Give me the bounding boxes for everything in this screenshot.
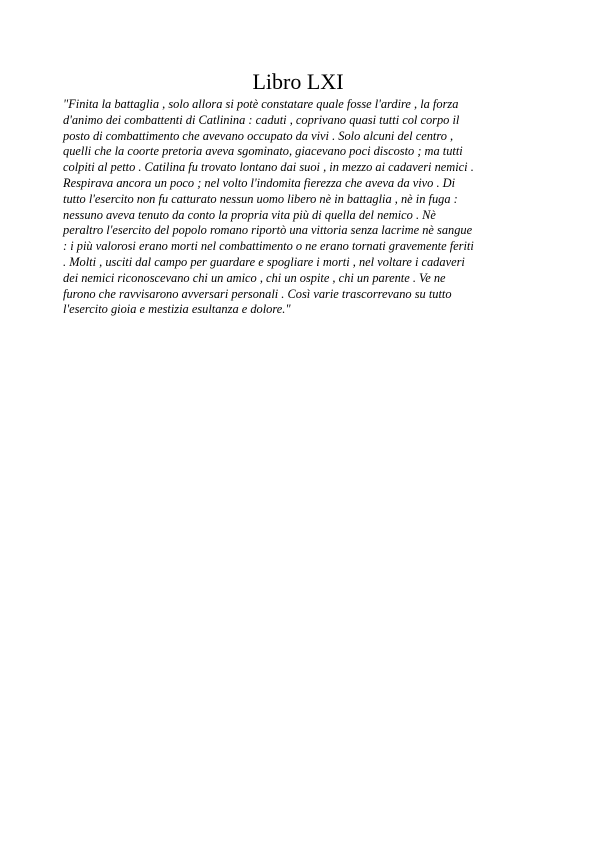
text-line: Respirava ancora un poco ; nel volto l'indomita fierezza che aveva da vivo . Di — [63, 175, 456, 190]
text-line: furono che ravvisarono avversari personali . Così varie trascorrevano su tutto — [63, 286, 452, 301]
text-line: "Finita la battaglia , solo allora si potè constatare quale fosse l'ardire , la forza — [63, 97, 459, 111]
text-line: . Molti , usciti dal campo per guardare e spogliare i morti , nel voltare i cadaveri — [63, 254, 465, 269]
text-line: tutto l'esercito non fu catturato nessun uomo libero nè in battaglia , nè in fuga : — [63, 191, 458, 206]
body-paragraph — [63, 97, 537, 318]
text-line: d'animo dei combattenti di Catlinina : caduti , coprivano quasi tutti col corpo il — [63, 112, 460, 127]
text-line: posto di combattimento che avevano occupato da vivi . Solo alcuni del centro , — [63, 128, 454, 143]
text-line: dei nemici riconoscevano chi un amico , chi un ospite , chi un parente . Ve ne — [63, 270, 446, 285]
page-title: Libro LXI — [252, 69, 344, 94]
text-line: colpiti al petto . Catilina fu trovato lontano dai suoi , in mezzo ai cadaveri nemici . — [63, 160, 474, 175]
text-line: l'esercito gioia e mestizia esultanza e dolore." — [63, 302, 291, 317]
text-line: peraltro l'esercito del popolo romano riportò una vittoria senza lacrime nè sangue — [63, 223, 473, 238]
text-line: nessuno aveva tenuto da conto la propria vita più di quella del nemico . Nè — [63, 207, 436, 222]
text-line: quelli che la coorte pretoria aveva sgominato, giacevano poci discosto ; ma tutti — [63, 144, 463, 159]
text-line: : i più valorosi erano morti nel combattimento o ne erano tornati gravemente feriti — [63, 239, 474, 254]
